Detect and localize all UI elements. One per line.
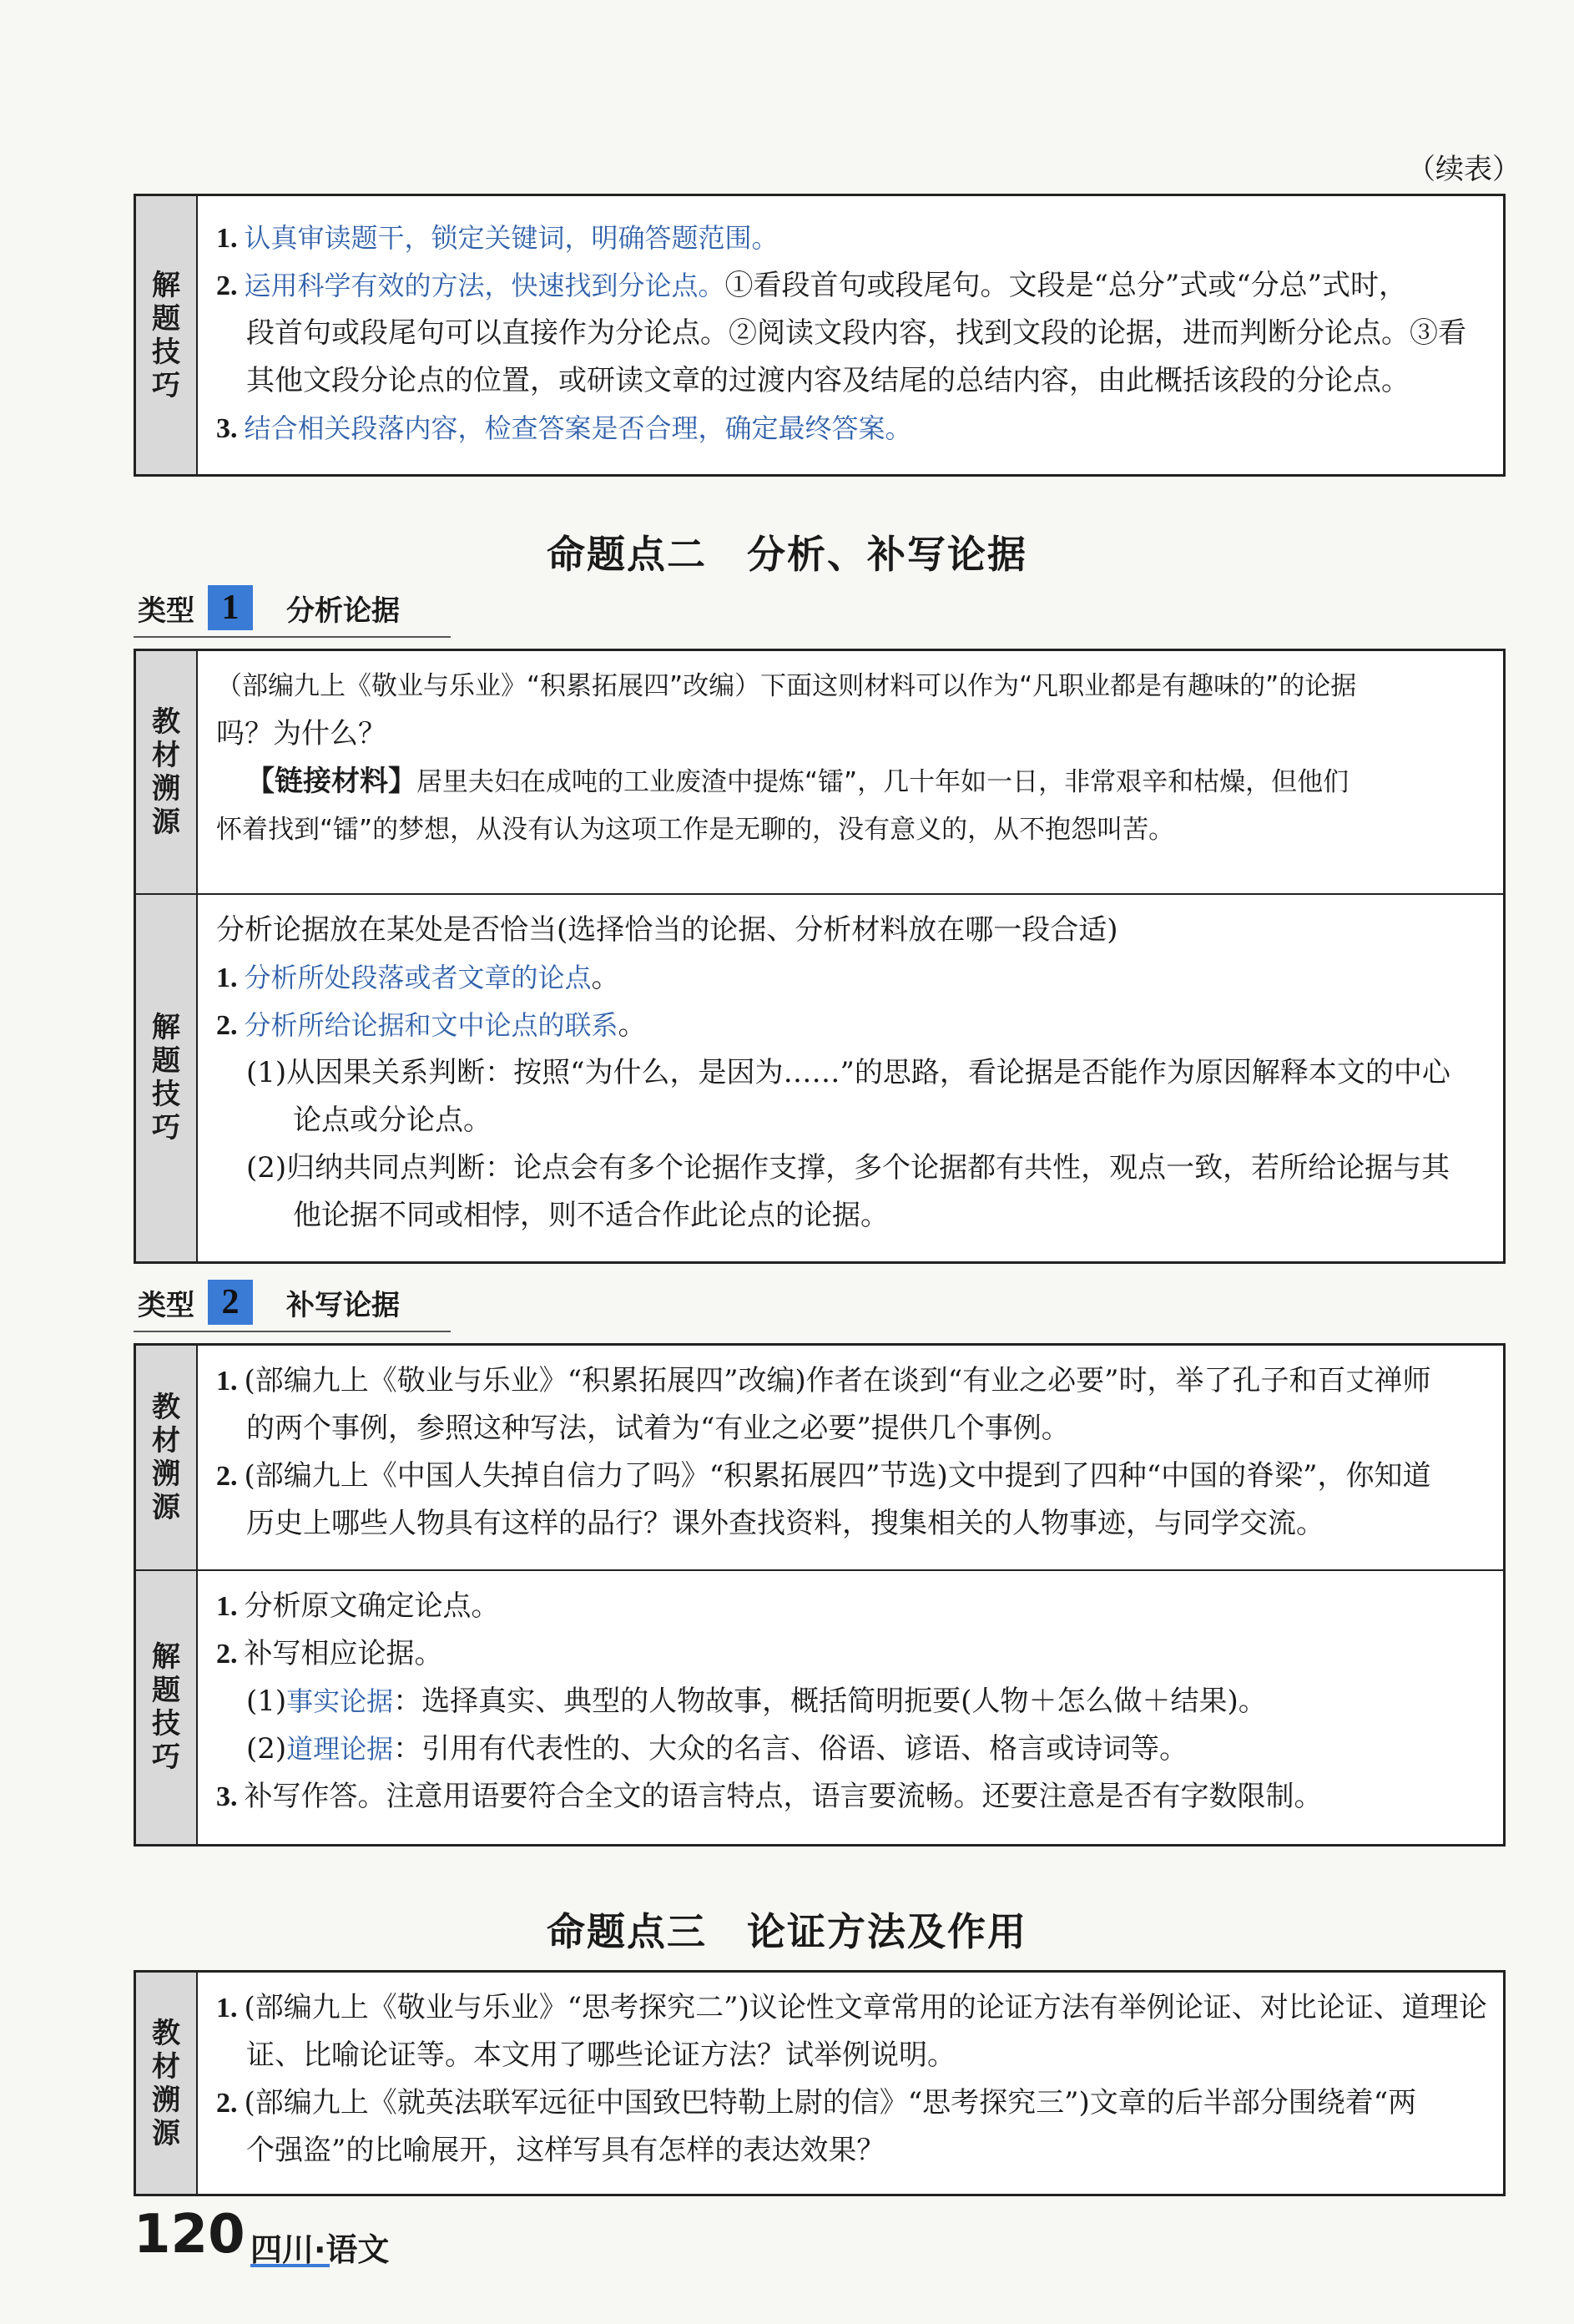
question-1: 1. (部编九上《敬业与乐业》“思考探究二”)议论性文章常用的论证方法有举例论证、对比论证、道理论 bbox=[216, 1991, 1487, 2024]
type-divider bbox=[134, 636, 451, 638]
tip-item-2: 2. 分析所给论据和文中论点的联系。 bbox=[216, 1008, 647, 1042]
step-3: 3. 补写作答。注意用语要符合全文的语言特点，语言要流畅。还要注意是否有字数限制。 bbox=[216, 1779, 1323, 1813]
source-content: 1. (部编九上《敬业与乐业》“积累拓展四”改编)作者在谈到“有业之必要”时，举了孔子和百丈禅师 的两个事例，参照这种写法，试着为“有业之必要”提供几个事例。 2. (部编九上《中国人失掉自信力了吗》“积累拓展四”节选)文中提到了四种“中国的脊梁”，你知道 历史上哪些人物具有这样的品行？课外查找资料，搜集相关的人物事迹，与同学交流。 bbox=[197, 1345, 1505, 1570]
source-content: （部编九上《敬业与乐业》“积累拓展四”改编）下面这则材料可以作为“凡职业都是有趣味的”的论据 吗？为什么？ 【链接材料】居里夫妇在成吨的工业废渣中提炼“镭”，几十年如一日，非常艰辛和枯燥，但他们 怀着找到“镭”的梦想，从没有认为这项工作是无聊的，没有意义的，从不抱怨叫苦。 bbox=[197, 650, 1505, 894]
question-2: 2. (部编九上《中国人失掉自信力了吗》“积累拓展四”节选)文中提到了四种“中国的脊梁”，你知道 bbox=[216, 1459, 1431, 1493]
tip-item-3: 3. 结合相关段落内容，检查答案是否合理，确定最终答案。 bbox=[216, 412, 912, 444]
method-source-box bbox=[134, 1970, 1506, 2196]
question-1: 1. (部编九上《敬业与乐业》“积累拓展四”改编)作者在谈到“有业之必要”时，举了孔子和百丈禅师 bbox=[216, 1364, 1431, 1397]
step-1: 1. 分析原文确定论点。 bbox=[216, 1589, 500, 1623]
analysis-box bbox=[134, 649, 1506, 1264]
type-1-heading: 类型 1 分析论据 bbox=[138, 584, 400, 631]
linked-material: 【链接材料】居里夫妇在成吨的工业废渣中提炼“镭”，几十年如一日，非常艰辛和枯燥，但他们 bbox=[246, 765, 1350, 798]
tips-content: 分析论据放在某处是否恰当(选择恰当的论据、分析材料放在哪一段合适) 1. 分析所处段落或者文章的论点。 2. 分析所给论据和文中论点的联系。 (1)从因果关系判断：按照“为什么，是因为……”的思路，看论据是否能作为原因解释本文的中心 论点或分论点。 (2)归纳共同点判断：论点会有多个论据作支撑，多个论据都有共性，观点一致，若所给论据与其 他论据不同或相悖，则不适合作此论点的论据。 bbox=[197, 894, 1505, 1263]
tip-item-2: 2. 运用科学有效的方法，快速找到分论点。①看段首句或段尾句。文段是“总分”式或“分总”式时， bbox=[216, 269, 1408, 302]
tip-item-1: 1. 分析所处段落或者文章的论点。 bbox=[216, 960, 620, 994]
side-label-source: 教 材 溯 源 bbox=[135, 650, 198, 894]
page-number: 120 bbox=[134, 2204, 245, 2266]
side-label-source: 教 材 溯 源 bbox=[135, 1345, 198, 1570]
solving-tips-box-1 bbox=[134, 194, 1506, 477]
side-label-source: 教 材 溯 源 bbox=[135, 1972, 198, 2195]
step-2: 2. 补写相应论据。 bbox=[216, 1636, 443, 1670]
source-content: 1. (部编九上《敬业与乐业》“思考探究二”)议论性文章常用的论证方法有举例论证、对比论证、道理论 证、比喻论证等。本文用了哪些论证方法？试举例说明。 2. (部编九上《就英法联军远征中国致巴特勒上尉的信》“思考探究三”)文章的后半部分围绕着“两 个强盗”的比喻展开，这样写具有怎样的表达效果？ bbox=[197, 1972, 1505, 2195]
question-2: 2. (部编九上《就英法联军远征中国致巴特勒上尉的信》“思考探究三”)文章的后半部分围绕着“两 bbox=[216, 2086, 1417, 2119]
continued-label: （续表） bbox=[1407, 153, 1521, 186]
reason-evidence: (2)道理论据：引用有代表性的、大众的名言、俗语、谚语、格言或诗词等。 bbox=[246, 1731, 1188, 1766]
tips-content: 1. 认真审读题干，锁定关键词，明确答题范围。 2. 运用科学有效的方法，快速找到分论点。①看段首句或段尾句。文段是“总分”式或“分总”式时， 段首句或段尾句可以直接作为分论点。②阅读文段内容，找到文段的论据，进而判断分论点。③看 其他文段分论点的位置，或研读文章的过渡内容及结尾的总结内容，由此概括该段的分论点。 3. 结合相关段落内容，检查答案是否合理，确定最终答案。 bbox=[197, 195, 1505, 476]
tip-item-1: 1. 认真审读题干，锁定关键词，明确答题范围。 bbox=[216, 222, 779, 254]
type-divider bbox=[134, 1331, 451, 1332]
type-2-heading: 类型 2 补写论据 bbox=[138, 1279, 400, 1326]
section-title-2: 命题点二 分析、补写论据 bbox=[547, 532, 1027, 577]
side-label-tips: 解 题 技 巧 bbox=[135, 1570, 198, 1846]
side-label-tips: 解 题 技 巧 bbox=[135, 894, 198, 1263]
type-number-badge: 2 bbox=[208, 1280, 253, 1325]
fact-evidence: (1)事实论据：选择真实、典型的人物故事，概括简明扼要(人物＋怎么做＋结果)。 bbox=[246, 1684, 1267, 1718]
side-label-tips: 解 题 技 巧 bbox=[135, 195, 198, 476]
supplement-box bbox=[134, 1343, 1506, 1847]
footer-underline bbox=[250, 2264, 330, 2267]
type-number-badge: 1 bbox=[208, 585, 253, 630]
footer-title: 四川·语文 bbox=[250, 2231, 390, 2268]
section-title-3: 命题点三 论证方法及作用 bbox=[547, 1909, 1027, 1954]
tips-content bbox=[197, 1570, 1505, 1846]
